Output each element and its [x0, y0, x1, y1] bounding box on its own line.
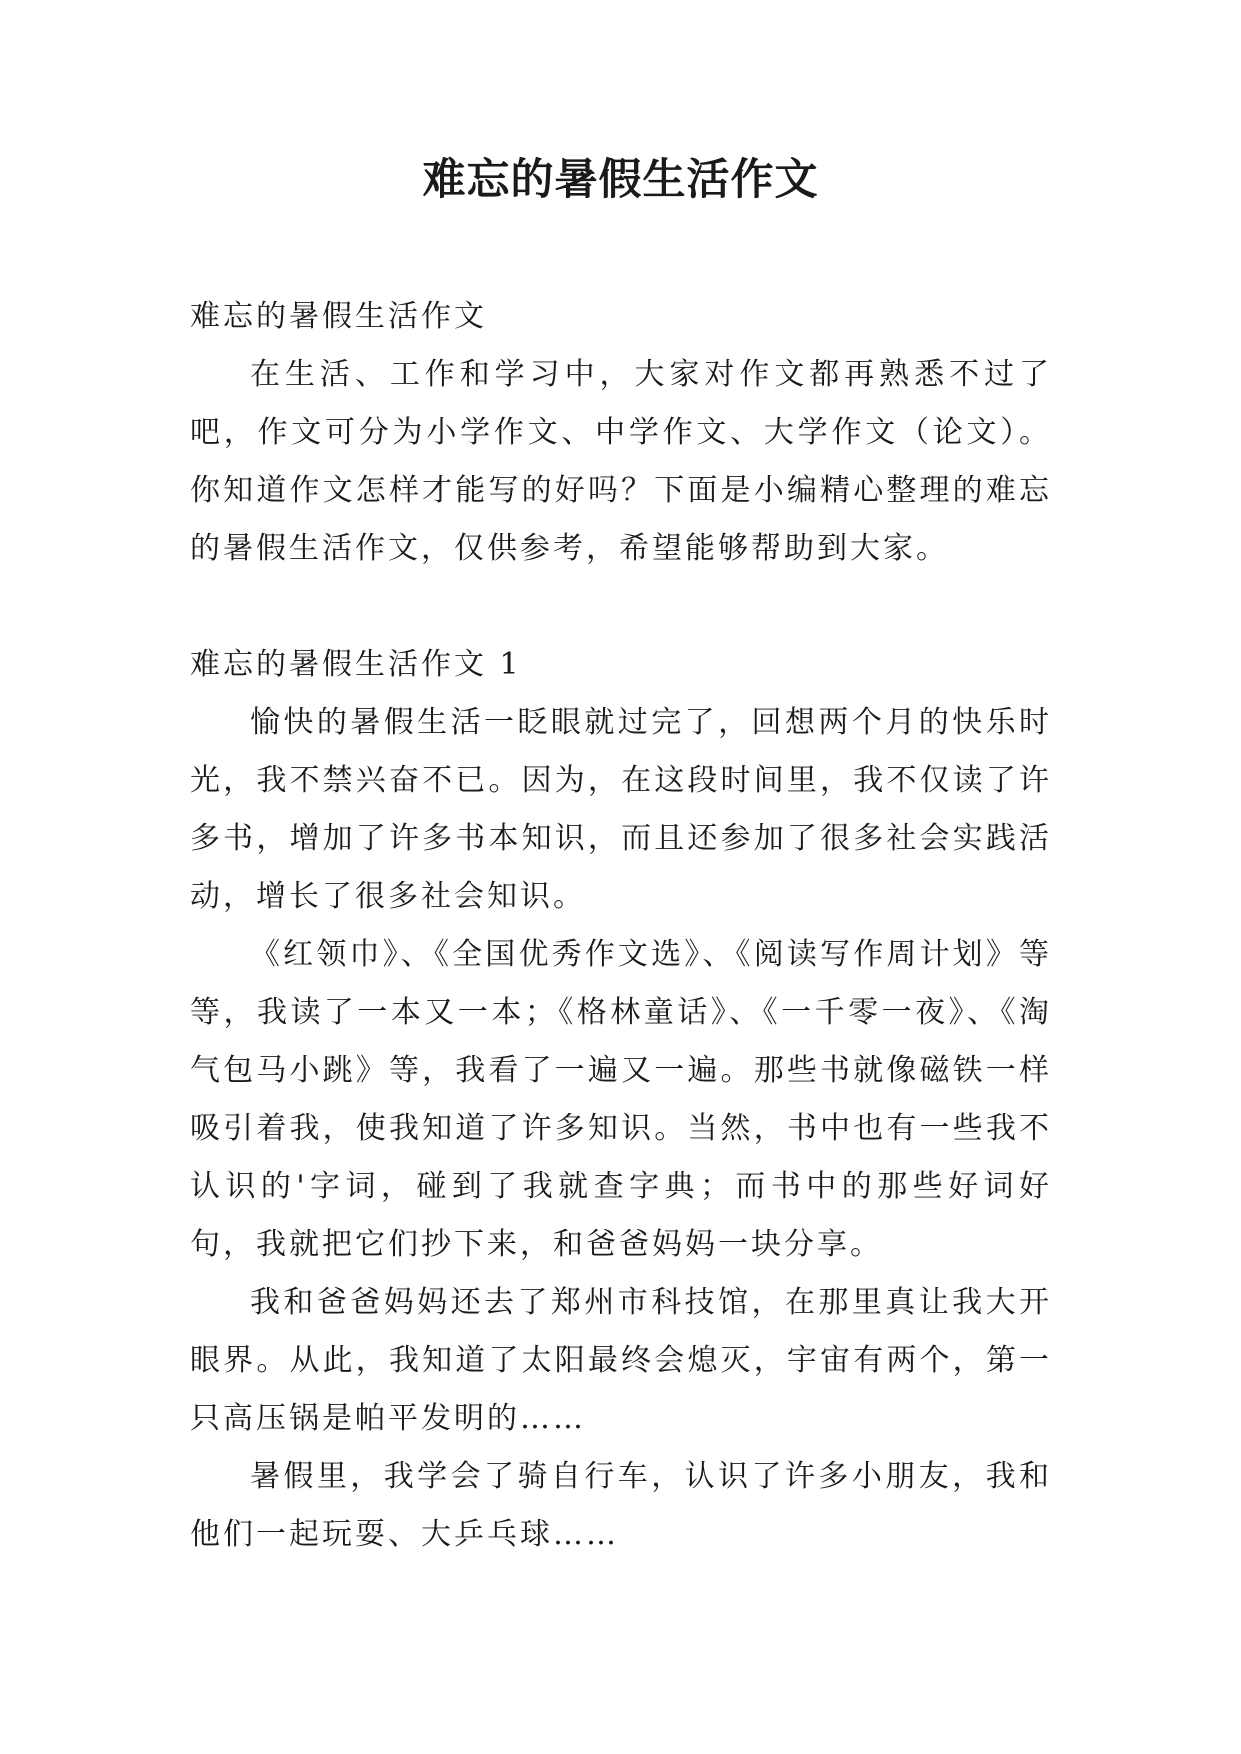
- intro-heading: 难忘的暑假生活作文: [190, 299, 487, 334]
- essay-1-paragraph: 愉快的暑假生活一眨眼就过完了，回想两个月的快乐时光，我不禁兴奋不已。因为，在这段时间里，我不仅读了许多书，增加了许多书本知识，而且还参加了很多社会实践活动，增长了很多社会知识。: [190, 705, 1052, 914]
- section-spacer: [190, 578, 1052, 636]
- essay-1-paragraph: 《红领巾》、《全国优秀作文选》、《阅读写作周计划》等等，我读了一本又一本；《格林童话》、《一千零一夜》、《淘气包马小跳》等，我看了一遍又一遍。那些书就像磁铁一样吸引着我，使我知道了许多知识。当然，书中也有一些我不认识的'字词，碰到了我就查字典；而书中的那些好词好句，我就把它们抄下来，和爸爸妈妈一块分享。: [190, 937, 1052, 1262]
- essay-1-paragraph: 我和爸爸妈妈还去了郑州市科技馆，在那里真让我大开眼界。从此，我知道了太阳最终会熄灭，宇宙有两个，第一只高压锅是帕平发明的……: [190, 1285, 1052, 1436]
- intro-paragraph: 在生活、工作和学习中，大家对作文都再熟悉不过了吧，作文可分为小学作文、中学作文、大学作文（论文）。你知道作文怎样才能写的好吗？下面是小编精心整理的难忘的暑假生活作文，仅供参考，希望能够帮助到大家。: [190, 357, 1052, 566]
- document-body: [190, 288, 1052, 1564]
- essay-1-heading: 难忘的暑假生活作文 1: [190, 647, 522, 682]
- essay-1-paragraph: 暑假里，我学会了骑自行车，认识了许多小朋友，我和他们一起玩耍、大乒乓球……: [190, 1459, 1052, 1552]
- document-title: 难忘的暑假生活作文: [422, 155, 819, 205]
